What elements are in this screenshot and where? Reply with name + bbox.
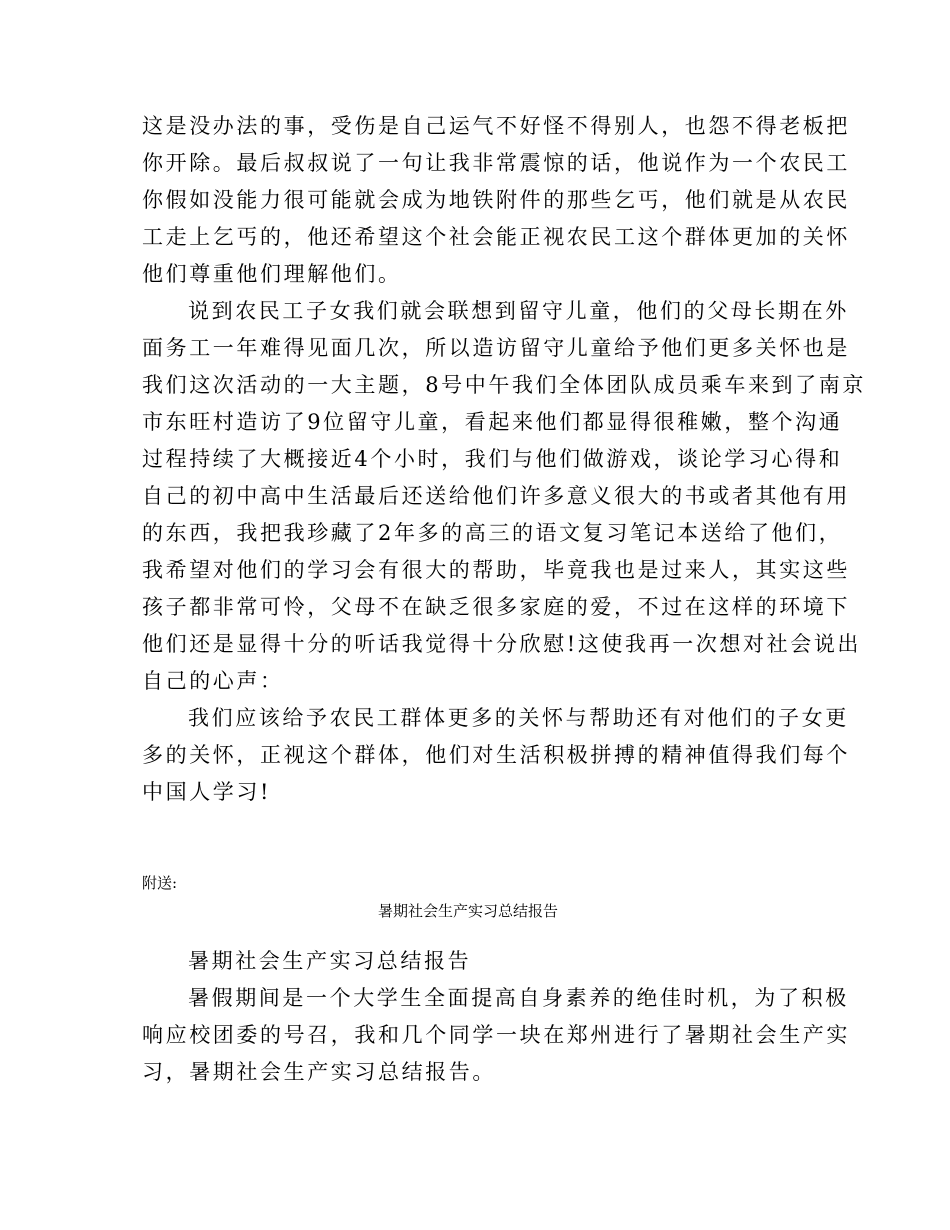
paragraph2-line-9: 孩子都非常可怜，父母不在缺乏很多家庭的爱，不过在这样的环境下 <box>142 595 850 619</box>
paragraph2-line-11: 自己的心声： <box>142 669 284 693</box>
report-paragraph-line-3: 习，暑期社会生产实习总结报告。 <box>142 1060 496 1084</box>
paragraph1-line-3: 你假如没能力很可能就会成为地铁附件的那些乞丐，他们就是从农民 <box>142 188 850 212</box>
paragraph2-line-8: 我希望对他们的学习会有很大的帮助，毕竟我也是过来人，其实这些 <box>142 558 850 582</box>
report-paragraph-line-1: 暑假期间是一个大学生全面提高自身素养的绝佳时机，为了积极 <box>188 986 849 1010</box>
report-paragraph-line-2: 响应校团委的号召，我和几个同学一块在郑州进行了暑期社会生产实 <box>142 1023 850 1047</box>
paragraph1-line-2: 你开除。最后叔叔说了一句让我非常震惊的话，他说作为一个农民工 <box>142 151 850 175</box>
paragraph2-line-2: 面务工一年难得见面几次，所以造访留守儿童给予他们更多关怀也是 <box>142 336 850 360</box>
paragraph2-line-7: 的东西，我把我珍藏了2年多的高三的语文复习笔记本送给了他们， <box>142 521 843 545</box>
paragraph1-line-1: 这是没办法的事，受伤是自己运气不好怪不得别人，也怨不得老板把 <box>142 114 850 138</box>
paragraph2-line-3: 我们这次活动的一大主题，8号中午我们全体团队成员乘车来到了南京 <box>142 373 866 397</box>
paragraph2-line-6: 自己的初中高中生活最后还送给他们许多意义很大的书或者其他有用 <box>142 484 850 508</box>
paragraph1-line-5: 他们尊重他们理解他们。 <box>142 262 402 286</box>
paragraph2-line-4: 市东旺村造访了9位留守儿童，看起来他们都显得很稚嫩，整个沟通 <box>142 410 843 434</box>
appendix-label: 附送: <box>142 874 178 892</box>
appendix-title: 暑期社会生产实习总结报告 <box>378 902 559 920</box>
paragraph3-line-1: 我们应该给予农民工群体更多的关怀与帮助还有对他们的子女更 <box>188 706 849 730</box>
paragraph2-line-1: 说到农民工子女我们就会联想到留守儿童，他们的父母长期在外 <box>188 299 849 323</box>
paragraph2-line-10: 他们还是显得十分的听话我觉得十分欣慰!这使我再一次想对社会说出 <box>142 632 862 656</box>
paragraph3-line-2: 多的关怀，正视这个群体，他们对生活积极拼搏的精神值得我们每个 <box>142 743 850 767</box>
paragraph3-line-3: 中国人学习! <box>142 780 272 804</box>
paragraph2-line-5: 过程持续了大概接近4个小时，我们与他们做游戏，谈论学习心得和 <box>142 447 843 471</box>
report-heading: 暑期社会生产实习总结报告 <box>188 949 472 973</box>
paragraph1-line-4: 工走上乞丐的，他还希望这个社会能正视农民工这个群体更加的关怀 <box>142 225 850 249</box>
